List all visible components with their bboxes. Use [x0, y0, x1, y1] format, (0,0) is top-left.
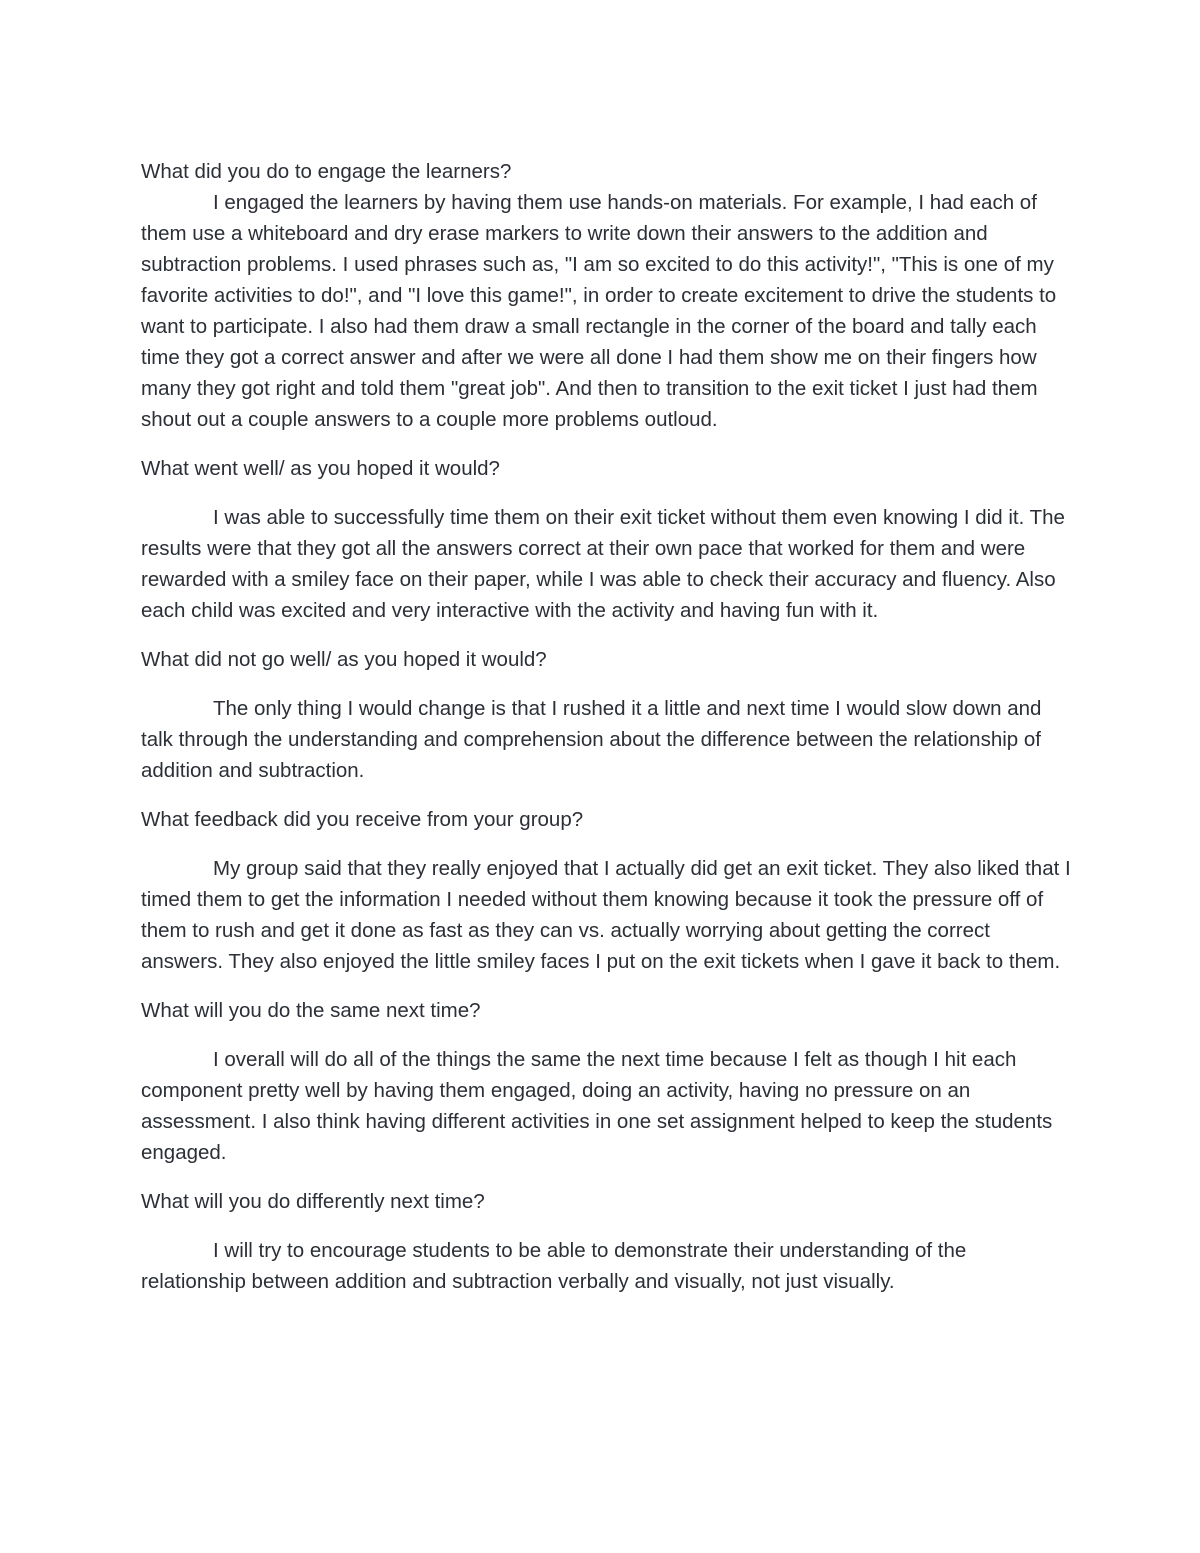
answer-paragraph: My group said that they really enjoyed that I actually did get an exit ticket. They also liked that I timed them to get the information I needed without them knowing because it took the pressure off of them to rush and get it done as fast as they can vs. actually worrying about getting the correct answers. They also enjoyed the little smiley faces I put on the exit tickets when I gave it back to them. — [141, 857, 1071, 973]
question-heading: What did you do to engage the learners? — [141, 160, 512, 183]
answer-paragraph: I will try to encourage students to be able to demonstrate their understanding of the relationship between addition and subtraction verbally and visually, not just visually. — [141, 1239, 967, 1293]
question-heading: What will you do differently next time? — [141, 1190, 485, 1213]
question-heading: What did not go well/ as you hoped it would? — [141, 648, 547, 671]
answer-paragraph: I overall will do all of the things the same the next time because I felt as though I hit each component pretty well by having them engaged, doing an activity, having no pressure on an assessment. I also think having different activities in one set assignment helped to keep the students engaged. — [141, 1048, 1053, 1164]
document-body — [141, 156, 1071, 1297]
answer-paragraph: I was able to successfully time them on their exit ticket without them even knowing I did it. The results were that they got all the answers correct at their own pace that worked for them and were rewarded with a smiley face on their paper, while I was able to check their accuracy and fluency. Also each child was excited and very interactive with the activity and having fun with it. — [141, 506, 1065, 622]
answer-paragraph: I engaged the learners by having them use hands-on materials. For example, I had each of them use a whiteboard and dry erase markers to write down their answers to the addition and subtraction problems. I used phrases such as, "I am so excited to do this activity!", "This is one of my favorite activities to do!", and "I love this game!", in order to create excitement to drive the students to want to participate. I also had them draw a small rectangle in the corner of the board and tally each time they got a correct answer and after we were all done I had them show me on their fingers how many they got right and told them "great job". And then to transition to the exit ticket I just had them shout out a couple answers to a couple more problems outloud. — [141, 191, 1057, 431]
question-heading: What will you do the same next time? — [141, 999, 481, 1022]
answer-paragraph: The only thing I would change is that I rushed it a little and next time I would slow down and talk through the understanding and comprehension about the difference between the relationship of addition and subtraction. — [141, 697, 1042, 782]
question-heading: What went well/ as you hoped it would? — [141, 457, 500, 480]
question-heading: What feedback did you receive from your group? — [141, 808, 584, 831]
